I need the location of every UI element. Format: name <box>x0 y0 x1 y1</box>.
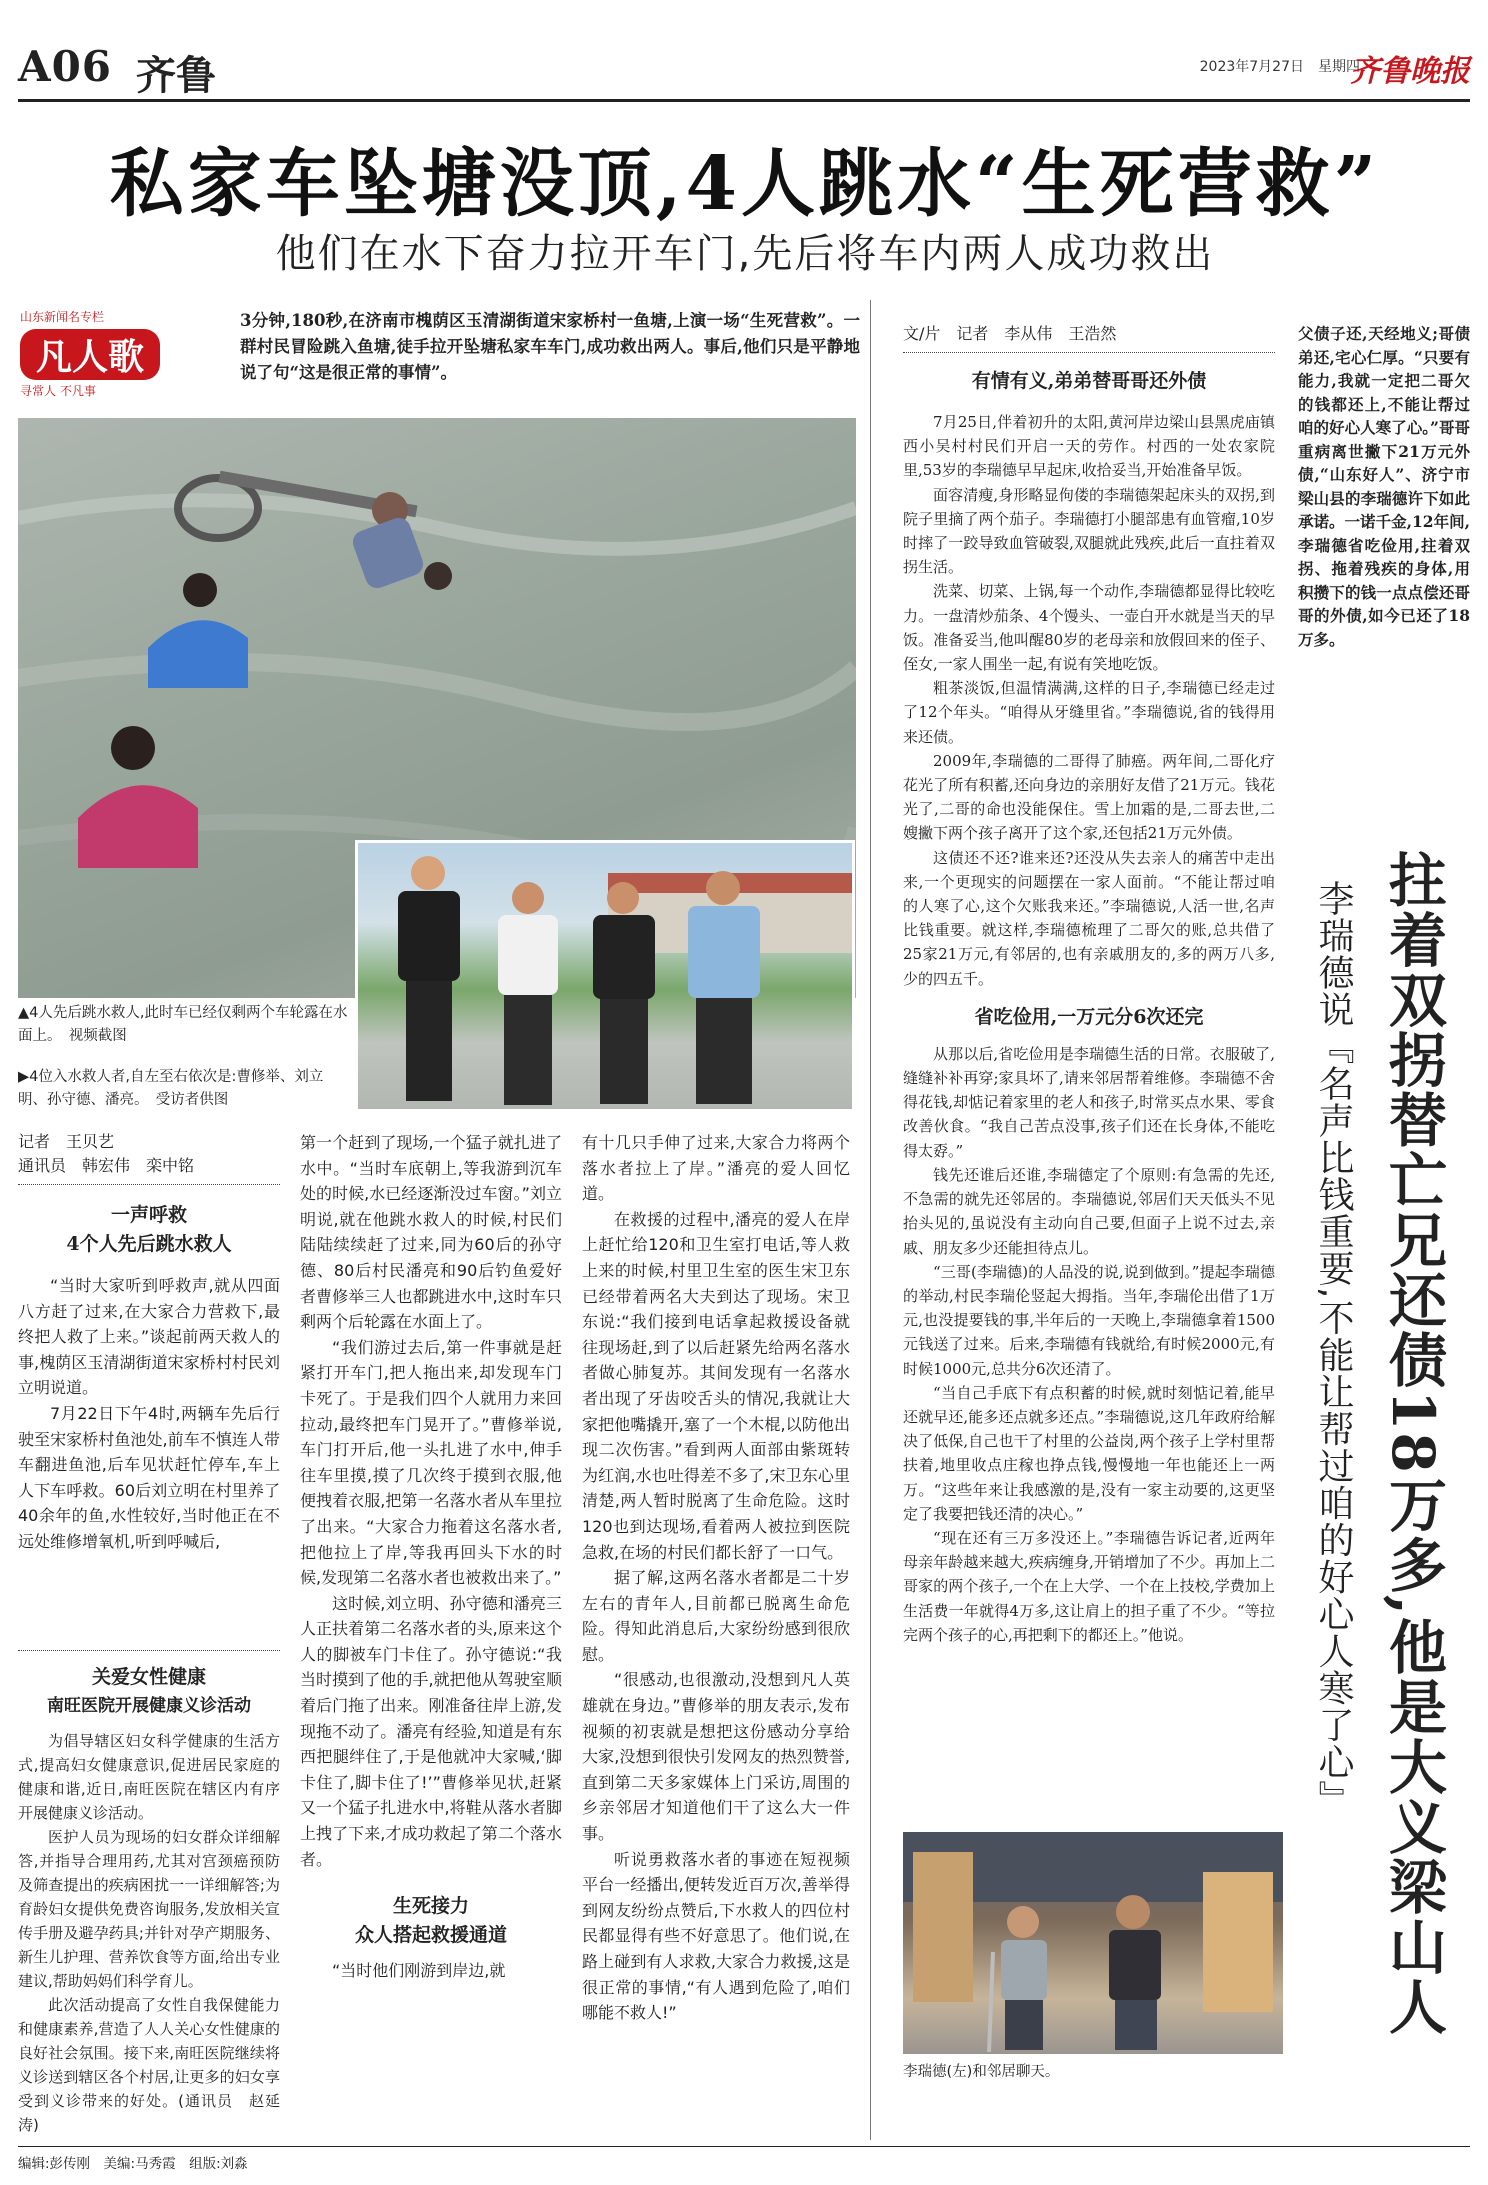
paragraph: 有十几只手伸了过来,大家合力将两个落水者拉上了岸。”潘亮的爱人回忆道。 <box>582 1133 850 1204</box>
paragraph: “当时他们刚游到岸边,就 <box>332 1961 506 1981</box>
page-number: A06 <box>18 42 113 91</box>
story1-byline-correspondent: 通讯员 韩宏伟 栾中铭 <box>18 1156 195 1175</box>
divider <box>903 352 1275 353</box>
issue-date: 2023年7月27日 星期四 <box>1199 59 1360 75</box>
story1-column1 <box>18 1130 280 1555</box>
footer-rule <box>18 2146 1470 2147</box>
health-news-box <box>18 1650 280 2137</box>
paragraph: 第一个赶到了现场,一个猛子就扎进了水中。“当时车底朝上,等我游到沉车处的时候,水已经逐渐没过车窗。”刘立明说,就在他跳水救人的时候,村民们陆陆续续赶了过来,同为60后的孙守德、80后村民潘亮和90后钓鱼爱好者曹修举三人也都跳进水中,这时车只剩两个后轮露在水面上了。 <box>300 1133 562 1332</box>
paragraph: 从那以后,省吃俭用是李瑞德生活的日常。衣服破了,缝缝补补再穿;家具坏了,请来邻居帮着维修。李瑞德不舍得花钱,却惦记着家里的老人和孩子,时常买点水果、零食改善伙食。“我自己苦点没事,孩子们还在长身体,不能吃得太孬。” <box>903 1044 1275 1160</box>
paragraph: 7月22日下午4时,两辆车先后行驶至宋家桥村鱼池处,前车不慎连人带车翻进鱼池,后车见状赶忙停车,车上人下车呼救。60后刘立明在村里养了40余年的鱼,水性较好,当时他正在不远处维修增氧机,听到呼喊后, <box>18 1403 280 1551</box>
page-header <box>18 42 1470 102</box>
health-news-body <box>18 1729 280 2137</box>
masthead-logo: 齐鲁晚报 <box>1350 54 1470 89</box>
photo2-caption: ▶4位入水救人者,自左至右依次是:曹修举、刘立明、孙守德、潘亮。 受访者供图 <box>18 1069 324 1108</box>
li-ruide-photo <box>903 1832 1283 2054</box>
divider <box>18 1650 280 1651</box>
health-news-title-1: 关爱女性健康 <box>91 1666 206 1688</box>
paragraph: “当时大家听到呼救声,就从四面八方赶了过来,在大家合力营救下,最终把人救了上来。”谈起前两天救人的事,槐荫区玉清湖街道宋家桥村村民刘立明说道。 <box>18 1276 280 1398</box>
paragraph: “当自己手底下有点积蓄的时候,就时刻惦记着,能早还就早还,能多还点就多还点。”李瑞德说,这几年政府给解决了低保,自己也干了村里的公益岗,两个孩子上学村里帮扶着,地里收点庄稼也挣点钱,慢慢地一年也能还上一两万。“这些年来让我感激的是,没有一家主动要的,这更坚定了我要把钱还清的决心。” <box>903 1383 1275 1523</box>
column-divider <box>870 300 871 2140</box>
story2-body-part2 <box>903 1042 1275 1647</box>
logo-main-text: 凡人歌 <box>20 329 160 380</box>
paragraph: 这时候,刘立明、孙守德和潘亮三人正扶着第二名落水者的头,原来这个人的脚被车门卡住了。孙守德说:“我当时摸到了他的手,就把他从驾驶室顺着后门拖了出来。刚准备往岸上游,发现拖不动了。潘亮有经验,知道是有东西把腿绊住了,于是他就冲大家喊,‘脚卡住了,脚卡住了!’”曹修举见状,赶紧又一个猛子扎进水中,将鞋从落水者脚上拽了下来,才成功救起了第二个落水者。 <box>300 1593 562 1869</box>
paragraph: 听说勇救落水者的事迹在短视频平台一经播出,便转发近百万次,善举得到网友纷纷点赞后,下水救人的四位村民都显得有些不好意思了。他们说,在路上碰到有人求救,大家合力救援,这是很正常的事情,“有人遇到危险了,咱们哪能不救人!” <box>582 1849 850 2023</box>
story1-byline-reporter: 记者 王贝艺 <box>18 1132 115 1151</box>
health-news-title-2: 南旺医院开展健康义诊活动 <box>47 1696 251 1716</box>
photo1-caption: ▲4人先后跳水救人,此时车已经仅剩两个车轮露在水面上。 视频截图 <box>18 1005 348 1044</box>
story2-byline: 文/片 记者 李从伟 王浩然 <box>903 324 1117 343</box>
story1-subhead-1b: 4个人先后跳水救人 <box>66 1233 232 1255</box>
paragraph: 医护人员为现场的妇女群众详细解答,并指导合理用药,尤其对宫颈癌预防及筛查提出的疾病困扰一一详细解答;为育龄妇女提供免费咨询服务,发放相关宣传手册及避孕药具;并针对孕产期服务、新生儿护理、营养饮食等方面,给出专业建议,帮助妈妈们科学育儿。 <box>18 1828 280 1990</box>
logo-top-text: 山东新闻名专栏 <box>20 310 105 324</box>
paragraph: 钱先还谁后还谁,李瑞德定了个原则:有急需的先还,不急需的就先还邻居的。李瑞德说,邻居们天天低头不见抬头见的,虽说没有主动向自己要,但面子上说不过去,亲戚、朋友多少还能担待点儿。 <box>903 1165 1275 1257</box>
story1-body-col1 <box>18 1273 280 1555</box>
story1-column3 <box>582 1130 850 2026</box>
story2-body-part1 <box>903 410 1275 991</box>
lede-paragraph: 3分钟,180秒,在济南市槐荫区玉清湖街道宋家桥村一鱼塘,上演一场“生死营救”。一群村民冒险跳入鱼塘,徒手拉开坠塘私家车车门,成功救出两人。事后,他们只是平静地说了句“这是很正常的事情”。 <box>240 311 860 382</box>
story2-main <box>903 322 1275 1647</box>
story2-subhead-2: 省吃俭用,一万元分6次还完 <box>974 1005 1204 1028</box>
paragraph: “三哥(李瑞德)的人品没的说,说到做到。”提起李瑞德的举动,村民李瑞伦竖起大拇指。当年,李瑞伦出借了1万元,也没提要钱的事,半年后的一天晚上,李瑞德拿着1500元钱送了过来。后来,李瑞德有钱就给,有时候2000元,有时候1000元,总共分6次还清了。 <box>903 1262 1275 1378</box>
logo-bottom-text: 寻常人 不凡事 <box>20 384 96 398</box>
paragraph: “我们游过去后,第一件事就是赶紧打开车门,把人拖出来,却发现车门卡死了。于是我们四个人就用力来回拉动,最终把车门晃开了。”曹修举说,车门打开后,他一头扎进了水中,伸手往车里摸,摸了几次终于摸到衣服,他便拽着衣服,把第一名落水者从车里拉了出来。“大家合力拖着这名落水者,把他拉上了岸,等我再回头下水的时候,发现第二名落水者也被救出来了。” <box>300 1337 562 1588</box>
paragraph: 7月25日,伴着初升的太阳,黄河岸边梁山县黑虎庙镇西小吴村村民们开启一天的劳作。村西的一处农家院里,53岁的李瑞德早早起床,收拾妥当,开始准备早饭。 <box>903 413 1275 480</box>
subheadline: 他们在水下奋力拉开车门,先后将车内两人成功救出 <box>275 231 1215 277</box>
rescuers-illustration <box>358 843 852 1109</box>
paragraph: 据了解,这两名落水者都是二十岁左右的青年人,目前都已脱离生命危险。得知此消息后,大家纷纷感到很欣慰。 <box>582 1568 850 1664</box>
story2-subhead-1: 有情有义,弟弟替哥哥还外债 <box>971 370 1207 392</box>
divider <box>18 1184 280 1185</box>
story1-subhead-2a: 生死接力 <box>392 1895 469 1918</box>
paragraph: 为倡导辖区妇女科学健康的生活方式,提高妇女健康意识,促进居民家庭的健康和谐,近日,南旺医院在辖区内有序开展健康义诊活动。 <box>18 1732 280 1822</box>
paragraph: “很感动,也很激动,没想到凡人英雄就在身边。”曹修举的朋友表示,发布视频的初衷就是想把这份感动分享给大家,没想到很快引发网友的热烈赞誉,直到第二天多家媒体上门采访,周围的乡亲邻居才知道他们干了这么大一件事。 <box>582 1670 850 1844</box>
paragraph: 面容清瘦,身形略显佝偻的李瑞德架起床头的双拐,到院子里摘了两个茄子。李瑞德打小腿部患有血管瘤,10岁时摔了一跤导致血管破裂,双腿就此残疾,此后一直拄着双拐生活。 <box>903 485 1275 577</box>
section-name: 齐鲁 <box>136 53 216 99</box>
photo3-caption: 李瑞德(左)和邻居聊天。 <box>903 2064 1060 2080</box>
story2-vertical-headline: 拄着双拐替亡兄还债18万多,他是大义梁山人 <box>1379 850 1447 2037</box>
paragraph: 在救援的过程中,潘亮的爱人在岸上赶忙给120和卫生室打电话,等人救上来的时候,村里卫生室的医生宋卫东已经带着两名大夫到达了现场。宋卫东说:“我们接到电话拿起救援设备就往现场赶,到了以后赶紧先给两名落水者做心肺复苏。其间发现有一名落水者出现了牙齿咬舌头的情况,我就让大家把他嘴撬开,塞了一个木棍,以防他出现二次伤害。”看到两人面部由紫斑转为红润,水也吐得差不多了,宋卫东心里清楚,两人暂时脱离了生命危险。这时120也到达现场,看着两人被拉到医院急救,在场的村民们都长舒了一口气。 <box>582 1209 850 1562</box>
paragraph: 此次活动提高了女性自我保健能力和健康素养,营造了人人关心女性健康的良好社会氛围。接下来,南旺医院继续将义诊送到辖区各个村居,让更多的妇女享受到义诊带来的好处。(通讯员 赵延涛) <box>18 1996 280 2134</box>
paragraph: 洗菜、切菜、上锅,每一个动作,李瑞德都显得比较吃力。一盘清炒茄条、4个馒头、一壶白开水就是当天的早饭。准备妥当,他叫醒80岁的老母亲和放假回来的侄子、侄女,一家人围坐一起,有说有笑地吃饭。 <box>903 582 1275 674</box>
story2-intro-box: 父债子还,天经地义;哥债弟还,宅心仁厚。“只要有能力,我就一定把二哥欠的钱都还上,不能让帮过咱的好心人寒了心。”哥哥重病离世撇下21万元外债,“山东好人”、济宁市梁山县的李瑞德许下如此承诺。一诺千金,12年间,李瑞德省吃俭用,拄着双拐、拖着残疾的身体,用积攒下的钱一点点偿还哥哥的外债,如今已还了18万多。 <box>1298 324 1470 649</box>
paragraph: “现在还有三万多没还上。”李瑞德告诉记者,近两年母亲年龄越来越大,疾病缠身,开销增加了不少。再加上二哥家的两个孩子,一个在上大学、一个在上技校,学费加上生活费一年就得4万多,这让肩上的担子重了不少。“等拉完两个孩子的心,再把剩下的都还上。”他说。 <box>903 1528 1275 1644</box>
rescuers-group-photo <box>355 840 855 1112</box>
paragraph: 2009年,李瑞德的二哥得了肺癌。两年间,二哥化疗花光了所有积蓄,还向身边的亲朋好友借了21万元。钱花光了,二哥的命也没能保住。雪上加霜的是,二哥去世,二嫂撇下两个孩子离开了这个家,还包括21万元外债。 <box>903 751 1275 843</box>
headline: 私家车坠塘没顶,4人跳水“生死营救” <box>109 141 1381 227</box>
story2-vertical-subheadline: 李瑞德说『名声比钱重要,不能让帮过咱的好心人寒了心』 <box>1313 880 1354 1818</box>
story1-column2 <box>300 1130 562 1984</box>
paragraph: 这债还不还?谁来还?还没从失去亲人的痛苦中走出来,一个更现实的问题摆在一家人面前。“不能让帮过咱的人寒了心,这个欠账我来还。”李瑞德说,人活一世,名声比钱重要。就这样,李瑞德梳理了二哥欠的账,总共借了25家21万元,有邻居的,也有亲戚朋友的,多的两万八多,少的四五千。 <box>903 848 1275 988</box>
story1-subhead-1a: 一声呼救 <box>110 1204 187 1226</box>
footer-credits: 编辑:彭传刚 美编:马秀霞 组版:刘淼 <box>18 2156 248 2172</box>
paragraph: 粗茶淡饭,但温情满满,这样的日子,李瑞德已经走过了12个年头。“咱得从牙缝里省。”李瑞德说,省的钱得用来还债。 <box>903 679 1275 746</box>
column-logo <box>20 308 230 400</box>
story1-subhead-2b: 众人搭起救援通道 <box>354 1924 507 1947</box>
shop-scene-illustration <box>903 1832 1283 2054</box>
